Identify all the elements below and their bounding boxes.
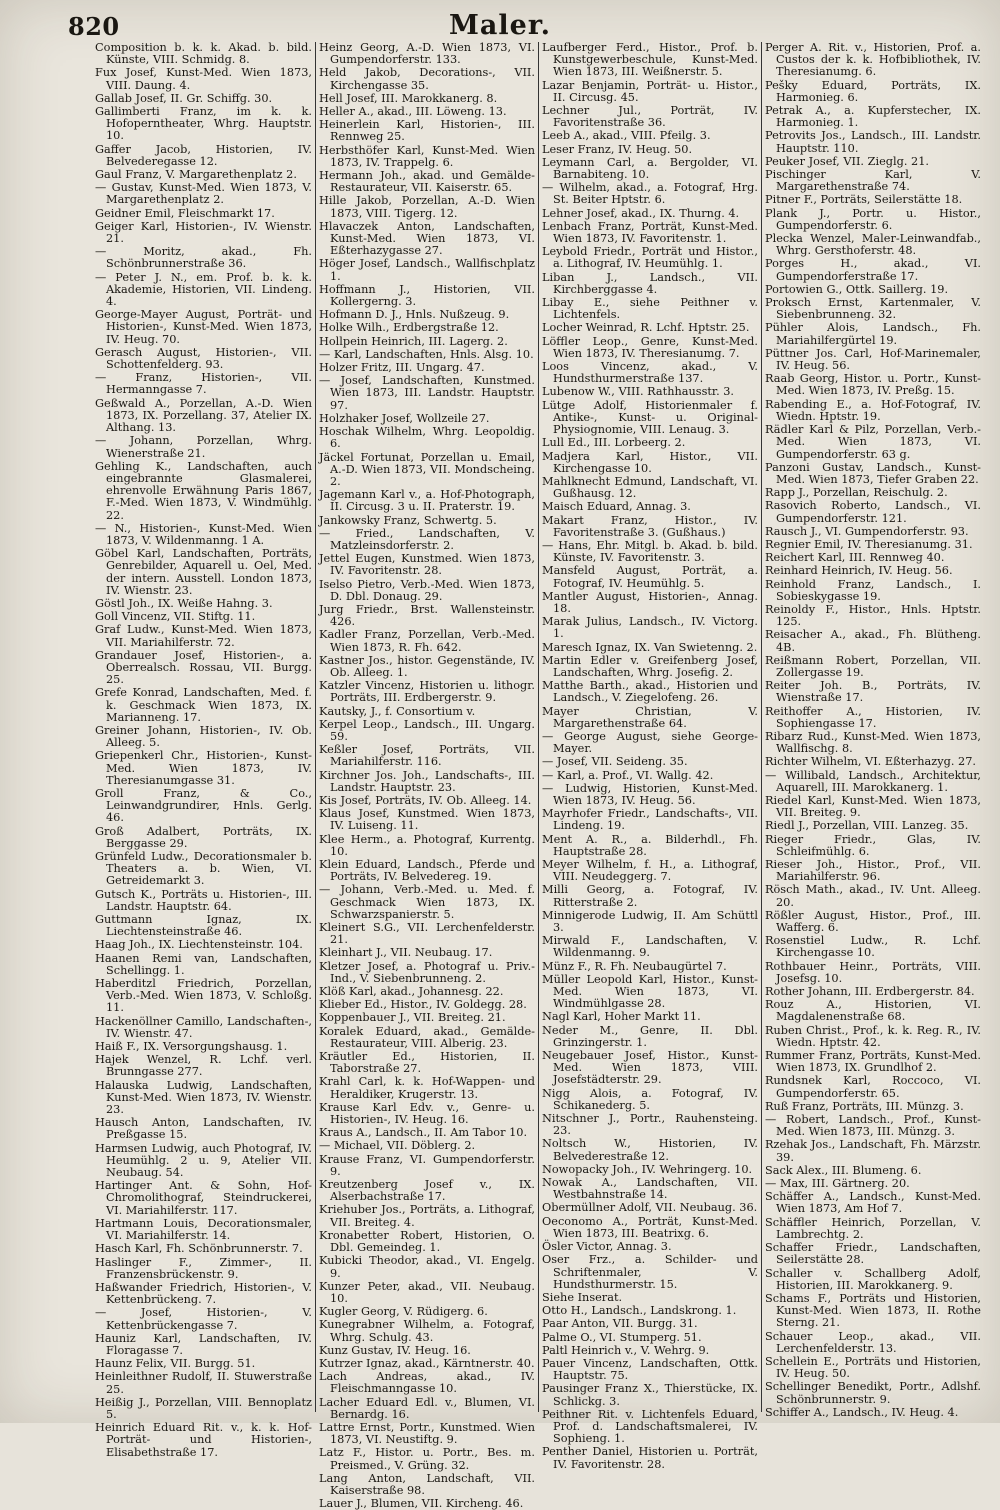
directory-entry: Nowak A., Landschaften, VII. Westbahnstraße 14. [542,1176,758,1202]
directory-entry: Raab Georg, Histor. u. Portr., Kunst-Med. Wien 1873, IV. Preßg. 15. [765,372,981,398]
directory-entry: Kirchner Jos. Joh., Landschafts-, III. Landstr. Hauptstr. 23. [319,768,535,794]
column-2 [315,41,538,1510]
directory-entry: Palme O., VI. Stumperg. 51. [542,1330,702,1344]
directory-entry: Regnier Emil, IV. Theresianumg. 31. [765,537,973,551]
directory-entry: Schäffler Heinrich, Porzellan, V. Lambrechtg. 2. [765,1215,981,1241]
directory-entry: — Peter J. N., em. Prof. b. k. k. Akademie, Historien, VII. Lindeng. 4. [95,270,312,309]
directory-entry: Graf Ludw., Kunst-Med. Wien 1873, VII. Mariahilferstr. 72. [95,623,312,649]
directory-entry: Held Jakob, Decorations-, VII. Kirchengasse 35. [319,66,535,92]
column-1 [92,41,315,1459]
directory-entry: Gallimberti Franz, im k. k. Hofoperntheater, Whrg. Hauptstr. 10. [95,105,312,143]
directory-entry: Rothbauer Heinr., Porträts, VIII. Josefsg. 10. [765,959,981,985]
directory-entry: Riedl J., Porzellan, VIII. Lanzeg. 35. [765,819,969,833]
directory-entry: Porges H., akad., VI. Gumpendorferstraße 17. [765,257,981,283]
directory-entry: — Gustav, Kunst-Med. Wien 1873, V. Margarethenplatz 2. [95,181,312,207]
directory-entry: Portowien G., Ottk. Saillerg. 19. [765,282,949,296]
directory-entry: Rabending E., a. Hof-Fotograf, IV. Wiedn. Hptstr. 19. [765,397,981,423]
directory-entry: Rieger Friedr., Glas, IV. Schleifmühlg. 6. [765,832,981,858]
directory-entry: Katzler Vincenz, Historien u. lithogr. Porträts, III. Erdbergerstr. 9. [319,679,535,705]
directory-entry: Minnigerode Ludwig, II. Am Schüttl 3. [542,908,758,935]
directory-entry: Guttmann Ignaz, IX. Liechtensteinstraße 46. [95,913,312,939]
directory-entry: Hasch Karl, Fh. Schönbrunnerstr. 7. [95,1242,303,1256]
directory-entry: Peuker Josef, VII. Zieglg. 21. [765,154,929,168]
directory-entry: Leymann Carl, a. Bergolder, VI. Barnabiteng. 10. [542,155,758,182]
directory-entry: — Wilhelm, akad., a. Fotograf, Hrg. St. Beiter Hptstr. 6. [542,181,758,207]
directory-entry: Klee Herm., a. Photograf, Kurrentg. 10. [319,832,535,858]
directory-entry: Heller A., akad., III. Löweng. 13. [319,105,507,119]
directory-entry: Rummer Franz, Porträts, Kunst-Med. Wien 1873, IX. Grundlhof 2. [765,1049,981,1075]
directory-entry: Pešky Eduard, Porträts, IX. Harmonieg. 6. [765,78,981,104]
directory-entry: — Willibald, Landsch., Architektur, Aquarell, III. Marokkanerg. 1. [765,768,981,794]
directory-entry: Ribarz Rud., Kunst-Med. Wien 1873, Wallfischg. 8. [765,729,981,756]
directory-entry: — Josef, VII. Seideng. 35. [542,755,688,769]
directory-entry: Krause Franz, VI. Gumpendorferstr. 9. [319,1152,535,1178]
directory-entry: Löffler Leop., Genre, Kunst-Med. Wien 1873, IV. Theresianumg. 7. [542,334,758,360]
directory-entry: Hille Jakob, Porzellan, A.-D. Wien 1873, VIII. Tigerg. 12. [319,194,535,220]
directory-entry: Rzehak Jos., Landschaft, Fh. Märzstr. 39. [765,1138,981,1164]
directory-entry: Rädler Karl & Pilz, Porzellan, Verb.-Med. Wien 1873, VI. Gumpendorferstr. 63 g. [765,423,981,461]
directory-entry: Koralek Eduard, akad., Gemälde-Restaurateur, VIII. Alberig. 23. [319,1024,535,1050]
directory-entry: Lacher Eduard Edl. v., Blumen, VI. Bernardg. 16. [319,1395,535,1421]
directory-entry: Kleinert S.G., VII. Lerchenfelderstr. 21. [319,921,535,947]
directory-entry: Lauer J., Blumen, VII. Kircheng. 46. [319,1497,524,1510]
directory-entry: Neugebauer Josef, Histor., Kunst-Med. Wien 1873, VIII. Josefstädterstr. 29. [542,1049,758,1087]
directory-entry: — Franz, Historien-, VII. Hermanngasse 7. [95,371,312,397]
directory-entry: Kriehuber Jos., Porträts, a. Lithograf, VII. Breiteg. 4. [319,1203,535,1229]
directory-columns [92,41,985,1510]
directory-entry: Obermüllner Adolf, VII. Neubaug. 36. [542,1201,758,1215]
directory-entry: Gaffer Jacob, Historien, IV. Belvederegasse 12. [95,142,312,168]
directory-entry: Leser Franz, IV. Heug. 50. [542,142,693,156]
directory-entry: Milli Georg, a. Fotograf, IV. Ritterstraße 2. [542,883,758,909]
directory-entry: Jurg Friedr., Brst. Wallensteinstr. 426. [319,602,535,629]
directory-entry: Kis Josef, Porträts, IV. Ob. Alleeg. 14. [319,793,532,807]
directory-entry: Mayer Christian, V. Margarethenstraße 64. [542,704,758,730]
directory-entry: Hollpein Heinrich, III. Lagerg. 2. [319,334,508,348]
directory-entry: Hackenöllner Camillo, Landschaften-, IV. Wienstr. 47. [95,1014,312,1040]
directory-entry: Reißmann Robert, Porzellan, VII. Zollergasse 19. [765,653,981,679]
directory-entry: Haslinger F., Zimmer-, II. Franzensbrückenstr. 9. [95,1255,312,1281]
directory-entry: Schams F., Porträts und Historien, Kunst-Med. Wien 1873, II. Rothe Sterng. 21. [765,1291,981,1330]
directory-entry: Gaul Franz, V. Margarethenplatz 2. [95,168,297,182]
directory-entry: Lang Anton, Landschaft, VII. Kaiserstraße 98. [319,1471,535,1497]
directory-entry: Gehling K., Landschaften, auch eingebrannte Glasmalerei, ehrenvolle Erwähnung Paris 1867, F.-Med. Wien 1873, V. Windmühlg. 22. [95,459,312,522]
directory-entry: Paltl Heinrich v., V. Wehrg. 9. [542,1343,710,1357]
directory-entry: Gerasch August, Historien-, VII. Schottenfelderg. 93. [95,345,312,372]
directory-entry: Sack Alex., III. Blumeng. 6. [765,1163,922,1177]
page-number: 820 [68,12,120,41]
directory-entry: Ruß Franz, Porträts, III. Münzg. 3. [765,1099,964,1113]
directory-entry: Geiger Karl, Historien-, IV. Wienstr. 21. [95,219,312,246]
directory-entry: — Ludwig, Historien, Kunst-Med. Wien 1873, IV. Heug. 56. [542,781,758,807]
directory-entry: Rausch J., VI. Gumpendorferstr. 93. [765,524,969,538]
directory-entry: Reithoffer A., Historien, IV. Sophiengasse 17. [765,704,981,730]
directory-entry: Hell Josef, III. Marokkanerg. 8. [319,91,498,105]
directory-entry: Reichert Karl, III. Rennweg 40. [765,551,945,565]
directory-entry: Klein Eduard, Landsch., Pferde und Porträts, IV. Belvedereg. 19. [319,858,535,884]
directory-entry: — Fried., Landschaften, V. Matzleinsdorferstr. 2. [319,526,535,552]
directory-entry: Kastner Jos., histor. Gegenstände, IV. Ob. Alleeg. 1. [319,653,535,679]
directory-entry: Reiter Joh. B., Porträts, IV. Wienstraße 17. [765,679,981,705]
directory-entry: Plecka Wenzel, Maler-Leinwandfab., Whrg. Gersthoferstr. 48. [765,232,981,258]
directory-entry: Halauska Ludwig, Landschaften, Kunst-Med. Wien 1873, IV. Wienstr. 23. [95,1078,312,1117]
directory-entry: Marak Julius, Landsch., IV. Victorg. 1. [542,615,758,641]
directory-entry: Kraus A., Landsch., II. Am Tabor 10. [319,1126,528,1140]
directory-entry: Goll Vincenz, VII. Stiftg. 11. [95,610,256,624]
directory-entry: Leybold Friedr., Porträt und Histor., a. Lithograf, IV. Heumühlg. 1. [542,245,758,271]
directory-entry: Noltsch W., Historien, IV. Belvederestraße 12. [542,1137,758,1163]
directory-entry: Otto H., Landsch., Landskrong. 1. [542,1304,737,1318]
directory-entry: Laufberger Ferd., Histor., Prof. b. Kunstgewerbeschule, Kunst-Med. Wien 1873, III. Weißnerstr. 5. [542,41,758,79]
directory-entry: Hauniz Karl, Landschaften, IV. Floragasse 7. [95,1331,312,1357]
directory-entry: Panzoni Gustav, Landsch., Kunst-Med. Wien 1873, Tiefer Graben 22. [765,460,981,486]
directory-entry: Kräutler Ed., Historien, II. Taborstraße 27. [319,1050,535,1076]
directory-entry: Peithner Rit. v. Lichtenfels Eduard, Prof. d. Landschaftsmalerei, IV. Sophieng. 1. [542,1407,758,1446]
directory-entry: Ösler Victor, Annag. 3. [542,1240,672,1254]
directory-entry: Krahl Carl, k. k. Hof-Wappen- und Heraldiker, Krugerstr. 13. [319,1075,535,1101]
directory-entry: Haag Joh., IX. Liechtensteinstr. 104. [95,938,303,952]
directory-entry: Matthe Barth., akad., Historien und Landsch., V. Ziegelofeng. 26. [542,679,758,705]
directory-entry: Lattre Ernst, Portr., Kunstmed. Wien 1873, VI. Neustiftg. 9. [319,1420,535,1447]
directory-entry: Rother Johann, III. Erdbergerstr. 84. [765,985,975,999]
directory-entry: Neder M., Genre, II. Dbl. Grinzingerstr. 1. [542,1023,758,1049]
directory-entry: Göstl Joh., IX. Weiße Hahng. 3. [95,596,273,610]
directory-entry: Heinleithner Rudolf, II. Stuwerstraße 25. [95,1370,312,1396]
directory-entry: Höger Josef, Landsch., Wallfischplatz 1. [319,257,535,283]
directory-entry: Lenbach Franz, Porträt, Kunst-Med. Wien 1873, IV. Favoritenstr. 1. [542,219,758,246]
directory-entry: Haiß F., IX. Versorgungshausg. 1. [95,1040,288,1054]
directory-entry: Hoffmann J., Historien, VII. Kollergerng. 3. [319,282,535,309]
directory-entry: Maresch Ignaz, IX. Van Swietenng. 2. [542,640,758,654]
directory-entry: Liban J., Landsch., VII. Kirchberggasse 4. [542,270,758,296]
directory-entry: Gallab Josef, II. Gr. Schiffg. 30. [95,91,273,105]
directory-entry: Rouz A., Historien, VI. Magdalenenstraße 68. [765,998,981,1024]
directory-entry: Loos Vincenz, akad., V. Hundsthurmerstraße 137. [542,360,758,386]
directory-entry: Lazar Benjamin, Porträt- u. Histor., II. Circusg. 45. [542,78,758,104]
directory-entry: Harmsen Ludwig, auch Photograf, IV. Heumühlg. 2 u. 9, Atelier VII. Neubaug. 54. [95,1141,312,1180]
directory-entry: Schauer Leop., akad., VII. Lerchenfelderstr. 13. [765,1329,981,1355]
directory-entry: Hartmann Louis, Decorationsmaler, VI. Mariahilferstr. 14. [95,1216,312,1243]
directory-entry: Holzhaker Josef, Wollzeile 27. [319,411,490,425]
directory-entry: Nagl Karl, Hoher Markt 11. [542,1010,701,1024]
directory-entry: Müller Leopold Karl, Histor., Kunst-Med. Wien 1873, VI. Windmühlgasse 28. [542,972,758,1011]
directory-entry: Schellein E., Porträts und Historien, IV. Heug. 50. [765,1354,981,1381]
directory-entry: — Johann, Verb.-Med. u. Med. f. Geschmack Wien 1873, IX. Schwarzspanierstr. 5. [319,883,535,921]
directory-entry: Geßwald A., Porzellan, A.-D. Wien 1873, IX. Porzellang. 37, Atelier IX. Althang. 13. [95,396,312,435]
directory-entry: Kadler Franz, Porzellan, Verb.-Med. Wien 1873, R. Fh. 642. [319,628,535,654]
directory-entry: Groß Adalbert, Porträts, IX. Berggasse 29. [95,824,312,850]
directory-entry: Jagemann Karl v., a. Hof-Photograph, II. Circusg. 3 u. II. Praterstr. 19. [319,488,535,514]
directory-entry: Paar Anton, VII. Burgg. 31. [542,1317,698,1331]
directory-entry: Rundsnek Karl, Roccoco, VI. Gumpendorferstr. 65. [765,1074,981,1100]
directory-entry: — Josef, Historien-, V. Kettenbrückengasse 7. [95,1306,312,1332]
directory-entry: Leeb A., akad., VIII. Pfeilg. 3. [542,129,711,143]
directory-entry: Kletzer Josef, a. Photograf u. Priv.-Ind., V. Siebenbrunneng. 2. [319,959,535,985]
directory-entry: Pühler Alois, Landsch., Fh. Mariahilfergürtel 19. [765,321,981,347]
directory-entry: Rosenstiel Ludw., R. Lchf. Kirchengasse 10. [765,934,981,960]
directory-entry: — Johann, Porzellan, Whrg. Wienerstraße 21. [95,434,312,460]
directory-entry: Kunzer Peter, akad., VII. Neubaug. 10. [319,1279,535,1305]
directory-entry: Pauer Vincenz, Landschaften, Ottk. Hauptstr. 75. [542,1356,758,1383]
directory-entry: Locher Weinrad, R. Lchf. Hptstr. 25. [542,321,750,335]
directory-entry: Kubicki Theodor, akad., VI. Engelg. 9. [319,1254,535,1280]
directory-entry: Kunegrabner Wilhelm, a. Fotograf, Whrg. Schulg. 43. [319,1318,535,1344]
directory-entry: Kunz Gustav, IV. Heug. 16. [319,1343,471,1357]
directory-entry: — N., Historien-, Kunst-Med. Wien 1873, V. Wildenmanng. 1 A. [95,521,312,547]
directory-entry: Heinerlein Karl, Historien-, III. Rennweg 25. [319,118,535,144]
directory-entry: Nitschner J., Portr., Rauhensteing. 23. [542,1112,758,1138]
directory-entry: Nigg Alois, a. Fotograf, IV. Schikanederg. 5. [542,1086,758,1112]
directory-entry: — Moritz, akad., Fh. Schönbrunnerstraße 36. [95,245,312,271]
directory-entry: Latz F., Histor. u. Portr., Bes. m. Preismed., V. Grüng. 32. [319,1446,535,1472]
directory-entry: Koppenbauer J., VII. Breiteg. 21. [319,1011,506,1025]
directory-entry: Heinz Georg, A.-D. Wien 1873, VI. Gumpendorferstr. 133. [319,41,535,67]
directory-entry: Haberditzl Friedrich, Porzellan, Verb.-Med. Wien 1873, V. Schloßg. 11. [95,977,312,1015]
directory-entry: — Michael, VII. Döblerg. 2. [319,1139,476,1153]
directory-entry: Püttner Jos. Carl, Hof-Marinemaler, IV. Heug. 56. [765,346,981,373]
directory-entry: Klaus Josef, Kunstmed. Wien 1873, IV. Luiseng. 11. [319,807,535,833]
directory-entry: Schäffer A., Landsch., Kunst-Med. Wien 1873, Am Hof 7. [765,1190,981,1216]
directory-entry: Mayrhofer Friedr., Landschafts-, VII. Lindeng. 19. [542,807,758,833]
directory-entry: Klöß Karl, akad., Johannesg. 22. [319,985,504,999]
directory-entry: Ment A. R., a. Bilderhdl., Fh. Hauptstraße 28. [542,832,758,858]
page-header [0,6,1000,46]
directory-entry: Kugler Georg, V. Rüdigerg. 6. [319,1305,488,1319]
directory-entry: Kronabetter Robert, Historien, O. Dbl. Gemeindeg. 1. [319,1228,535,1255]
directory-entry: — Karl, Landschaften, Hnls. Alsg. 10. [319,347,534,361]
directory-entry: Krause Karl Edv. v., Genre- u. Historien-, IV. Heug. 16. [319,1100,535,1127]
directory-entry: Rößler August, Histor., Prof., III. Wafferg. 6. [765,908,981,935]
directory-entry: Keßler Josef, Porträts, VII. Mariahilferstr. 116. [319,743,535,769]
directory-entry: Rieser Joh., Histor., Prof., VII. Mariahilferstr. 96. [765,858,981,884]
directory-entry: Plank J., Portr. u. Histor., Gumpendorferstr. 6. [765,206,981,232]
directory-entry: — Robert, Landsch., Prof., Kunst-Med. Wien 1873, III. Münzg. 3. [765,1113,981,1139]
directory-entry: Reinoldy F., Histor., Hnls. Hptstr. 125. [765,602,981,629]
directory-entry: Mansfeld August, Porträt, a. Fotograf, IV. Heumühlg. 5. [542,564,758,590]
directory-entry: Hlavaczek Anton, Landschaften, Kunst-Med. Wien 1873, VI. Eßterhazygasse 27. [319,219,535,258]
directory-entry: Lehner Josef, akad., IX. Thurng. 4. [542,206,740,220]
directory-entry: Mahlknecht Edmund, Landschaft, VI. Gußhausg. 12. [542,474,758,501]
directory-entry: Hajek Wenzel, R. Lchf. verl. Brunngasse 277. [95,1053,312,1079]
directory-entry: — Hans, Ehr. Mitgl. b. Akad. b. bild. Künste, IV. Favoritenstr. 3. [542,538,758,565]
directory-entry: Madjera Karl, Histor., VII. Kirchengasse 10. [542,449,758,475]
directory-entry: Heinrich Eduard Rit. v., k. k. Hof- Porträt- und Historien-, Elisabethstraße 17. [95,1421,312,1459]
directory-entry: Proksch Ernst, Kartenmaler, V. Siebenbrunneng. 32. [765,296,981,322]
directory-entry: Lütge Adolf, Historienmaler f. Antike-, Kunst- u. Original-Physiognomie, VIII. Lenaug. 3. [542,398,758,437]
directory-entry: Pischinger Karl, V. Margarethenstraße 74. [765,168,981,194]
directory-entry: Hartinger Ant. & Sohn, Hof-Chromolithograf, Steindruckerei, VI. Mariahilferstr. 117. [95,1179,312,1217]
directory-entry: Grünfeld Ludw., Decorationsmaler b. Theaters a. b. Wien, VI. Getreidemarkt 3. [95,850,312,888]
directory-entry: Geidner Emil, Fleischmarkt 17. [95,206,275,220]
directory-entry: Siehe Inserat. [542,1290,623,1304]
directory-entry: Iselso Pietro, Verb.-Med. Wien 1873, D. Dbl. Donaug. 29. [319,577,535,603]
column-3 [538,41,761,1471]
directory-entry: Martin Edler v. Greifenberg Josef, Landschaften, Whrg. Josefig. 2. [542,653,758,679]
directory-entry: Mirwald F., Landschaften, V. Wildenmanng. 9. [542,934,758,960]
directory-entry: Schellinger Benedikt, Portr., Adlshf. Schönbrunnerstr. 9. [765,1380,981,1406]
directory-entry: Oeconomo A., Porträt, Kunst-Med. Wien 1873, III. Beatrixg. 6. [542,1214,758,1240]
directory-entry: Hermann Joh., akad. und Gemälde-Restaurateur, VII. Kaiserstr. 65. [319,169,535,195]
directory-entry: Composition b. k. k. Akad. b. bild. Künste, VIII. Schmidg. 8. [95,41,312,67]
directory-entry: Schaffer Friedr., Landschaften, Seilerstätte 28. [765,1241,981,1267]
directory-entry: Penther Daniel, Historien u. Porträt, IV. Favoritenstr. 28. [542,1445,758,1471]
directory-entry: Lull Ed., III. Lorbeerg. 2. [542,436,686,450]
directory-entry: Lach Andreas, akad., IV. Fleischmanngasse 10. [319,1370,535,1396]
directory-entry: Rasovich Roberto, Landsch., VI. Gumpendorferstr. 121. [765,499,981,525]
directory-entry: Hoschak Wilhelm, Whrg. Leopoldig. 6. [319,425,535,451]
directory-entry: Rapp J., Porzellan, Reischulg. 2. [765,486,948,500]
directory-entry: Griepenkerl Chr., Historien-, Kunst-Med. Wien 1873, IV. Theresianumgasse 31. [95,749,312,787]
directory-entry: Lubenow W., VIII. Rathhausstr. 3. [542,385,735,399]
directory-entry: Grandauer Josef, Historien-, a. Oberrealsch. Rossau, VII. Burgg. 25. [95,648,312,687]
directory-entry: Kreutzenberg Josef v., IX. Alserbachstraße 17. [319,1178,535,1204]
directory-entry: Groll Franz, & Co., Leinwandgrundirer, Hnls. Gerlg. 46. [95,786,312,825]
directory-entry: Riedel Karl, Kunst-Med. Wien 1873, VII. Breiteg. 9. [765,793,981,820]
directory-entry: — Josef, Landschaften, Kunstmed. Wien 1873, III. Landstr. Hauptstr. 97. [319,374,535,412]
directory-entry: Kutrzer Ignaz, akad., Kärntnerstr. 40. [319,1356,535,1370]
directory-entry: Oser Frz., a. Schilder- und Schriftenmaler, V. Hundsthurmerstr. 15. [542,1253,758,1291]
directory-entry: Nowopacky Joh., IV. Wehringerg. 10. [542,1162,753,1176]
directory-entry: Schaller v. Schallberg Adolf, Historien, III. Marokkanerg. 9. [765,1266,981,1292]
directory-entry: Haßwander Friedrich, Historien-, V. Kettenbrückeng. 7. [95,1280,312,1307]
directory-entry: Libay E., siehe Peithner v. Lichtenfels. [542,296,758,322]
directory-entry: Kerpel Leop., Landsch., III. Ungarg. 59. [319,717,535,743]
directory-entry: Gutsch K., Porträts u. Historien-, III. Landstr. Hauptstr. 64. [95,887,312,913]
directory-entry: Reinhard Heinrich, IV. Heug. 56. [765,564,953,578]
directory-entry: Holke Wilh., Erdbergstraße 12. [319,321,499,335]
directory-entry: Lechner Jul., Porträt, IV. Favoritenstraße 36. [542,104,758,130]
directory-entry: Maisch Eduard, Annag. 3. [542,500,691,514]
directory-entry: Mantler August, Historien-, Annag. 18. [542,589,758,615]
directory-entry: Perger A. Rit. v., Historien, Prof. a. Custos der k. k. Hofbibliothek, IV. Theresianumg. 6. [765,41,981,79]
directory-entry: Fux Josef, Kunst-Med. Wien 1873, VIII. Daung. 4. [95,66,312,92]
directory-entry: Haunz Felix, VII. Burgg. 51. [95,1357,256,1371]
directory-entry: — Karl, a. Prof., VI. Wallg. 42. [542,768,714,782]
directory-entry: Reinhold Franz, Landsch., I. Sobieskygasse 19. [765,577,981,603]
directory-entry: Meyer Wilhelm, f. H., a. Lithograf, VIII. Neudeggerg. 7. [542,858,758,884]
directory-entry: Petrovits Jos., Landsch., III. Landstr. Hauptstr. 110. [765,129,981,155]
directory-entry: Schiffer A., Landsch., IV. Heug. 4. [765,1405,959,1419]
directory-entry: Reisacher A., akad., Fh. Blütheng. 4B. [765,628,981,654]
directory-entry: Jäckel Fortunat, Porzellan u. Email, A.-D. Wien 1873, VII. Mondscheing. 2. [319,450,535,488]
directory-entry: Rösch Math., akad., IV. Unt. Alleeg. 20. [765,883,981,909]
directory-entry: Haanen Remi van, Landschaften, Schellingg. 1. [95,951,312,977]
directory-entry: Ruben Christ., Prof., k. k. Reg. R., IV. Wiedn. Hptstr. 42. [765,1023,981,1049]
directory-entry: Heißig J., Porzellan, VIII. Bennoplatz 5. [95,1395,312,1421]
directory-entry: Hausch Anton, Landschaften, IV. Preßgasse 15. [95,1116,312,1142]
directory-entry: Jettel Eugen, Kunstmed. Wien 1873, IV. Favoritenstr. 28. [319,552,535,578]
directory-entry: Münz F., R. Fh. Neubaugürtel 7. [542,959,727,973]
directory-entry: Holzer Fritz, III. Ungarg. 47. [319,361,485,375]
directory-entry: Kautsky, J., f. Consortium v. [319,704,476,718]
directory-entry: Pausinger Franz X., Thierstücke, IX. Schlickg. 3. [542,1382,758,1408]
column-4 [761,41,984,1419]
directory-entry: George-Mayer August, Porträt- und Historien-, Kunst-Med. Wien 1873, IV. Heug. 70. [95,308,312,346]
directory-entry: Pitner F., Porträts, Seilerstätte 18. [765,193,963,207]
directory-entry: Petrak A., a. Kupferstecher, IX. Harmonieg. 1. [765,104,981,130]
page-title: Maler. [449,10,551,41]
directory-entry: Göbel Karl, Landschaften, Porträts, Genrebilder, Aquarell u. Oel, Med. der intern. Ausstell. London 1873, IV. Wienstr. 23. [95,547,312,597]
directory-entry: Grefe Konrad, Landschaften, Med. f. k. Geschmack Wien 1873, IX. Marianneng. 17. [95,686,312,724]
directory-entry: Richter Wilhelm, VI. Eßterhazyg. 27. [765,755,976,769]
directory-entry: Kleinhart J., VII. Neubaug. 17. [319,946,493,960]
directory-entry: Makart Franz, Histor., IV. Favoritenstraße 3. (Gußhaus.) [542,513,758,539]
directory-entry: Jankowsky Franz, Schwertg. 5. [319,513,497,527]
directory-entry: Herbsthöfer Karl, Kunst-Med. Wien 1873, IV. Trappelg. 6. [319,143,535,169]
directory-entry: Greiner Johann, Historien-, IV. Ob. Alleeg. 5. [95,723,312,750]
directory-entry: Hofmann D. J., Hnls. Nußzeug. 9. [319,308,510,322]
directory-entry: — Max, III. Gärtnerg. 20. [765,1177,910,1191]
directory-entry: Klieber Ed., Histor., IV. Goldegg. 28. [319,998,527,1012]
directory-entry: — George August, siehe George-Mayer. [542,729,758,756]
